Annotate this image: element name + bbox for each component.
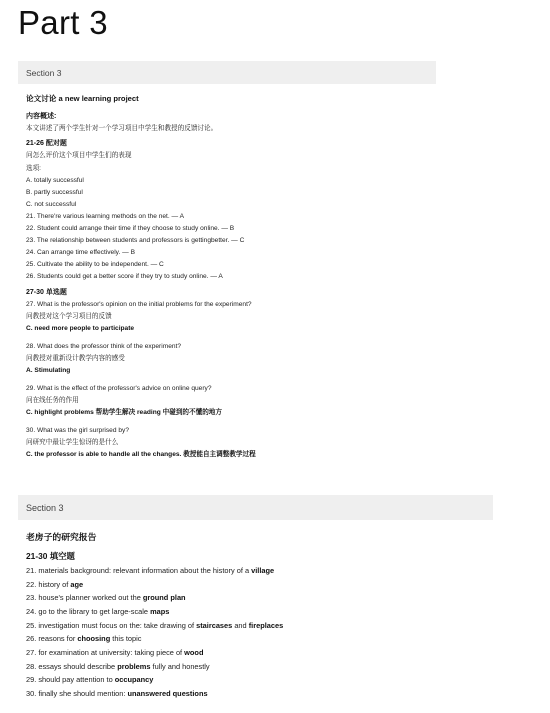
question-text: 29. What is the effect of the professor's advice on online query? <box>26 384 212 392</box>
fill-item: 29. should pay attention to occupancy <box>26 675 154 685</box>
matching-item: 23. The relationship between students and professors is gettingbetter. — C <box>26 237 245 245</box>
matching-item: 26. Students could get a better score if they try to study online. — A <box>26 273 223 281</box>
question-cn: 问教授对重新设计教学内容的感受 <box>26 355 125 363</box>
question-text: 30. What was the girl surprised by? <box>26 426 129 434</box>
fill-answer: occupancy <box>114 675 154 685</box>
option-item: C. not successful <box>26 200 77 208</box>
answer-text: C. need more people to participate <box>26 325 135 333</box>
fill-item: 25. investigation must focus on the: take drawing of staircases and fireplaces <box>26 620 284 630</box>
section-2-content <box>26 531 496 701</box>
matching-item: 24. Can arrange time effectively. — B <box>26 249 135 257</box>
fill-item: 28. essays should describe problems fully and honestly <box>26 661 210 671</box>
fill-item: 23. house's planner worked out the ground plan <box>26 593 186 603</box>
fill-item: 21. materials background: relevant information about the history of a village <box>26 565 275 575</box>
option-item: A. totally successful <box>26 176 84 184</box>
fill-answer: village <box>251 565 275 575</box>
fill-answer: staircases <box>196 620 233 630</box>
fill-item: 27. for examination at university: taking piece of wood <box>26 648 204 658</box>
section-heading: 老房子的研究报告 <box>26 532 97 542</box>
fill-answer: unanswered questions <box>127 689 208 699</box>
matching-item: 25. Cultivate the ability to be independent. — C <box>26 261 164 269</box>
summary-label: 内容概述: <box>26 112 57 120</box>
matching-question: 问怎么评价这个项目中学生们的表现 <box>26 152 132 160</box>
fill-answer: choosing <box>77 634 111 644</box>
fill-answer: wood <box>184 648 204 658</box>
fill-item: 26. reasons for choosing this topic <box>26 634 142 644</box>
question-cn: 问在线任务的作用 <box>26 396 79 404</box>
answer-text: C. highlight problems 帮助学生解决 reading 中碰到的不懂的地方 <box>26 409 222 417</box>
answer-text: A. Stimulating <box>26 367 71 375</box>
fill-item: 24. go to the library to get large-scale maps <box>26 607 170 617</box>
matching-item: 21. There're various learning methods on the net. — A <box>26 212 185 220</box>
section-heading: 论文讨论 a new learning project <box>26 94 139 103</box>
matching-item: 22. Student could arrange their time if they choose to study online. — B <box>26 225 235 233</box>
section-header-bar: Section 3 <box>18 495 493 520</box>
fill-answer: age <box>70 579 84 589</box>
option-item: B. partly successful <box>26 188 83 196</box>
section-1-content <box>26 93 446 461</box>
fill-answer: fireplaces <box>248 620 284 630</box>
section-header-bar: Section 3 <box>18 61 436 84</box>
options-label: 选项: <box>26 164 42 172</box>
page-title: Part 3 <box>18 4 108 41</box>
fill-answer: maps <box>150 607 170 617</box>
question-cn: 问研究中最让学生惊讶的是什么 <box>26 438 119 446</box>
summary-text: 本文讲述了两个学生针对一个学习项目中学生和教授的反馈讨论。 <box>26 124 218 132</box>
question-cn: 问教授对这个学习项目的反馈 <box>26 313 112 321</box>
matching-label: 21-26 配对题 <box>26 140 67 148</box>
answer-text: C. the professor is able to handle all the changes. 教授能自主调整教学过程 <box>26 450 256 458</box>
question-text: 28. What does the professor think of the experiment? <box>26 342 182 350</box>
fill-answer: ground plan <box>142 593 186 603</box>
fill-item: 30. finally she should mention: unanswered questions <box>26 689 208 699</box>
choice-label: 27-30 单选题 <box>26 289 67 296</box>
fill-item: 22. history of age <box>26 579 84 589</box>
question-text: 27. What is the professor's opinion on the initial problems for the experiment? <box>26 301 252 309</box>
fill-label: 21-30 填空题 <box>26 551 75 562</box>
fill-answer: problems <box>117 661 151 671</box>
